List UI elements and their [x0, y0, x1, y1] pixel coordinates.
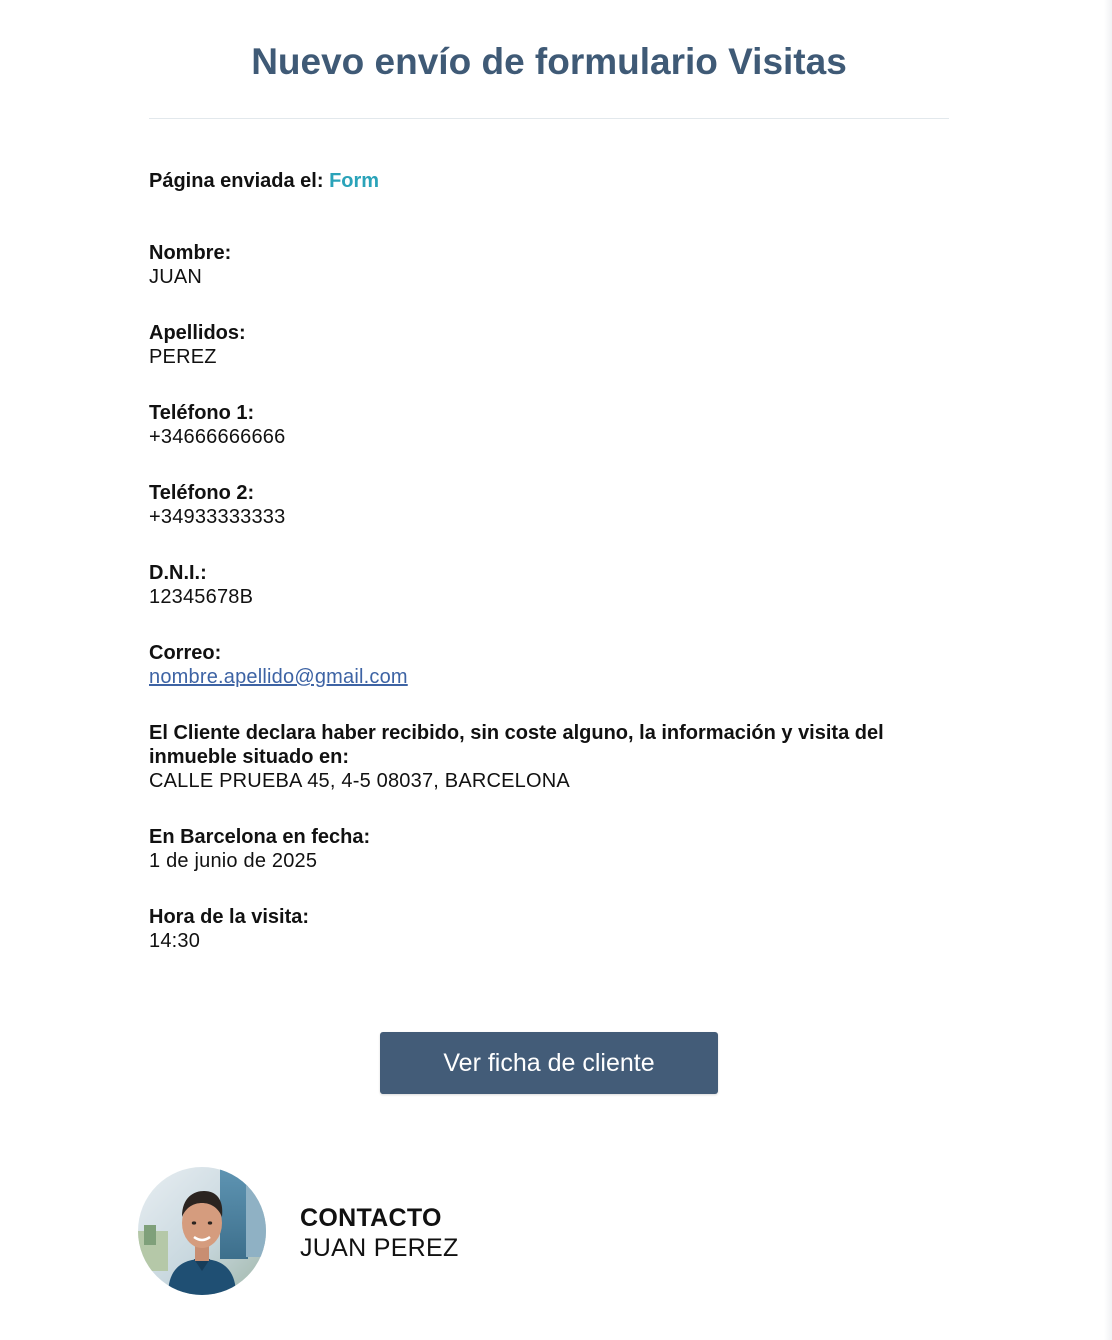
contact-card	[138, 1167, 638, 1295]
form-link[interactable]: Form	[329, 170, 380, 192]
field-inmueble	[149, 721, 949, 793]
field-value: 14:30	[149, 930, 201, 952]
field-value: PEREZ	[149, 346, 217, 368]
avatar-photo-icon	[138, 1167, 266, 1295]
field-nombre	[149, 241, 949, 289]
page-edge-shadow	[1104, 0, 1112, 1340]
email-link[interactable]: nombre.apellido@gmail.com	[149, 666, 408, 688]
field-telefono-2	[149, 481, 949, 529]
cta-wrapper	[380, 1032, 718, 1094]
title-divider	[149, 118, 949, 119]
field-label: Hora de la visita:	[149, 906, 310, 928]
field-apellidos	[149, 321, 949, 369]
view-client-button[interactable]: Ver ficha de cliente	[380, 1032, 718, 1094]
contact-heading: CONTACTO	[300, 1204, 442, 1232]
contact-text	[300, 1203, 459, 1263]
field-value: +34933333333	[149, 506, 286, 528]
field-label: Teléfono 2:	[149, 482, 255, 504]
avatar	[138, 1167, 266, 1295]
field-label: Correo:	[149, 642, 222, 664]
field-label: Teléfono 1:	[149, 402, 255, 424]
field-value: 1 de junio de 2025	[149, 850, 318, 872]
field-correo	[149, 641, 949, 689]
email-body	[149, 0, 949, 985]
field-value: JUAN	[149, 266, 203, 288]
field-label: El Cliente declara haber recibido, sin coste alguno, la información y visita del inmueble situado en:	[149, 722, 884, 768]
field-hora	[149, 905, 949, 953]
page-title: Nuevo envío de formulario Visitas	[251, 41, 847, 82]
form-fields	[149, 241, 949, 953]
field-label: Apellidos:	[149, 322, 246, 344]
field-label: D.N.I.:	[149, 562, 207, 584]
contact-name: JUAN PEREZ	[300, 1234, 459, 1262]
field-label: Nombre:	[149, 242, 232, 264]
page-sent-line	[149, 169, 949, 193]
field-value: CALLE PRUEBA 45, 4-5 08037, BARCELONA	[149, 770, 570, 792]
field-dni	[149, 561, 949, 609]
field-label: En Barcelona en fecha:	[149, 826, 371, 848]
field-value: 12345678B	[149, 586, 254, 608]
field-telefono-1	[149, 401, 949, 449]
field-fecha	[149, 825, 949, 873]
field-value: +34666666666	[149, 426, 286, 448]
page-sent-label: Página enviada el:	[149, 170, 330, 192]
